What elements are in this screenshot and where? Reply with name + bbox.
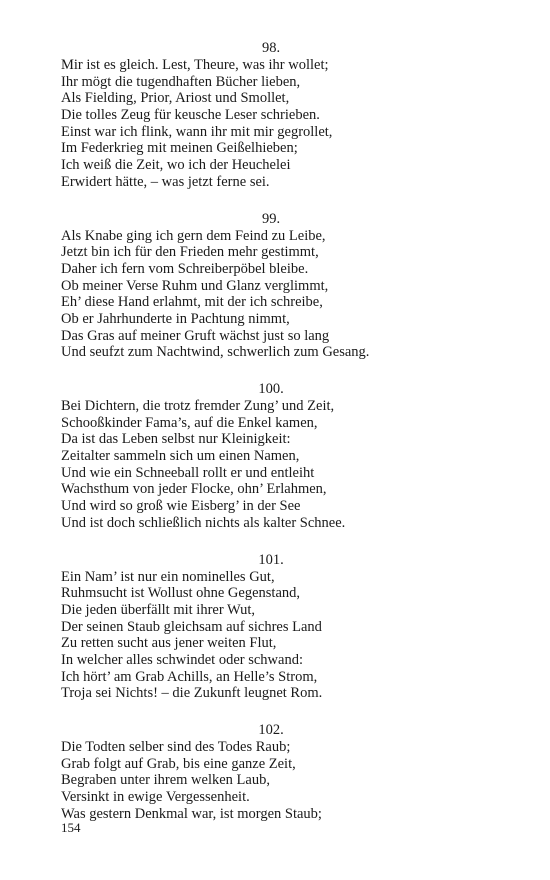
verse-line: Zeitalter sammeln sich um einen Namen, — [61, 448, 300, 465]
stanza-100 — [61, 381, 481, 532]
verse-line: Mir ist es gleich. Lest, Theure, was ihr wollet; — [61, 57, 329, 73]
verse-line: Da ist das Leben selbst nur Kleinigkeit: — [61, 431, 291, 448]
verse-line: Begraben unter ihrem welken Laub, — [61, 772, 270, 789]
stanza-number: 101. — [258, 551, 284, 568]
verse-line: Ob er Jahrhunderte in Pachtung nimmt, — [61, 310, 290, 327]
verse-line: Der seinen Staub gleichsam auf sichres Land — [61, 618, 322, 635]
verse-line: Was gestern Denkmal war, ist morgen Staub; — [61, 805, 322, 822]
stanza-number: 98. — [261, 40, 281, 56]
verse-line: Ein Nam’ ist nur ein nominelles Gut, — [61, 568, 275, 585]
stanza-98 — [61, 40, 481, 191]
verse-line: Ihr mögt die tugendhaften Bücher lieben, — [61, 73, 301, 90]
verse-line: Ich weiß die Zeit, wo ich der Heuchelei — [61, 157, 291, 174]
stanza-102 — [61, 722, 481, 822]
verse-line: Zu retten sucht aus jener weiten Flut, — [61, 635, 277, 652]
verse-line: Und wie ein Schneeball rollt er und entleiht — [61, 464, 315, 481]
verse-line: Wachsthum von jeder Flocke, ohn’ Erlahmen, — [61, 481, 327, 498]
verse-line: Versinkt in ewige Vergessenheit. — [61, 789, 250, 806]
verse-line: Grab folgt auf Grab, bis eine ganze Zeit, — [61, 755, 296, 772]
verse-line: Im Federkrieg mit meinen Geißelhieben; — [61, 140, 298, 157]
verse-line: Die tolles Zeug für keusche Leser schrieben. — [61, 107, 320, 124]
verse-line: Ob meiner Verse Ruhm und Glanz verglimmt, — [61, 277, 329, 294]
verse-line: Ruhmsucht ist Wollust ohne Gegenstand, — [61, 585, 301, 602]
stanza-99 — [61, 211, 481, 362]
verse-line: Und seufzt zum Nachtwind, schwerlich zum Gesang. — [61, 344, 370, 361]
stanza-number: 102. — [258, 722, 284, 738]
verse-line: Daher ich fern vom Schreiberpöbel bleibe. — [61, 260, 309, 277]
verse-line: Und wird so groß wie Eisberg’ in der See — [61, 498, 301, 515]
verse-line: In welcher alles schwindet oder schwand: — [61, 651, 303, 668]
stanza-number: 100. — [258, 381, 284, 397]
verse-line: Eh’ diese Hand erlahmt, mit der ich schreibe, — [61, 294, 323, 311]
page-number: 154 — [61, 820, 81, 835]
verse-line: Bei Dichtern, die trotz fremder Zung’ und Zeit, — [61, 398, 335, 414]
stanza-number: 99. — [261, 210, 281, 227]
stanza-101 — [61, 552, 481, 703]
poem-page — [61, 40, 481, 842]
verse-line: Als Fielding, Prior, Ariost und Smollet, — [61, 90, 290, 107]
verse-line: Die jeden überfällt mit ihrer Wut, — [61, 601, 256, 618]
verse-line: Das Gras auf meiner Gruft wächst just so lang — [61, 327, 330, 344]
verse-line: Schooßkinder Fama’s, auf die Enkel kamen, — [61, 414, 318, 431]
verse-line: Erwidert hätte, – was jetzt ferne sei. — [61, 173, 270, 190]
verse-line: Einst war ich flink, wann ihr mit mir gegrollet, — [61, 123, 333, 140]
verse-line: Troja sei Nichts! – die Zukunft leugnet Rom. — [61, 685, 323, 702]
verse-line: Jetzt bin ich für den Frieden mehr gestimmt, — [61, 244, 319, 261]
verse-line: Die Todten selber sind des Todes Raub; — [61, 739, 291, 755]
verse-line: Und ist doch schließlich nichts als kalter Schnee. — [61, 514, 346, 531]
verse-line: Ich hört’ am Grab Achills, an Helle’s Strom, — [61, 668, 318, 685]
verse-line: Als Knabe ging ich gern dem Feind zu Leibe, — [61, 227, 326, 244]
